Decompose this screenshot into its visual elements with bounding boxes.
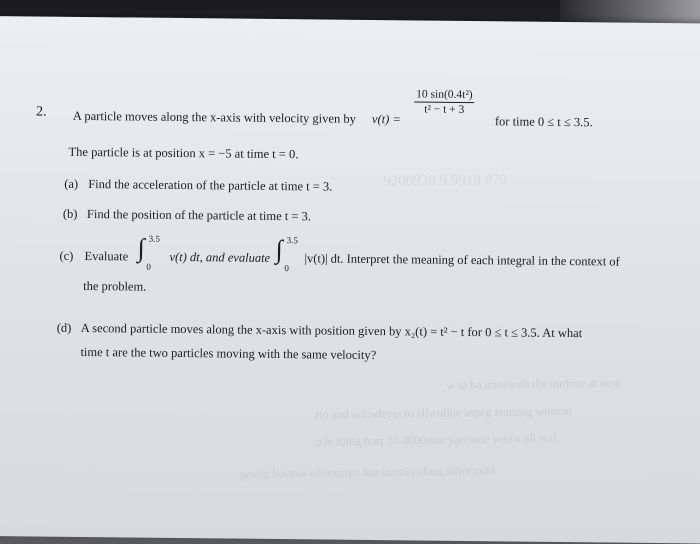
part-b-text: Find the position of the particle at time t = 3.	[86, 207, 312, 224]
show-through-text: w to ba transwith the nurfore at now	[446, 375, 621, 393]
problem-number: 2.	[35, 104, 47, 120]
worksheet-page	[0, 16, 700, 544]
part-c-continuation: the problem.	[83, 278, 147, 294]
problem-stem: A particle moves along the x-axis with velocity given by	[72, 108, 356, 126]
integral-lower-limit: 0	[284, 263, 289, 274]
part-c-label: (c)	[59, 248, 74, 263]
part-d-line-1: A second particle moves along the x-axis with position given by x₂(t) = t² − t for 0 ≤ t ≤ 3.5. At what	[80, 320, 583, 341]
velocity-fraction	[414, 88, 475, 116]
initial-condition: The particle is at position x = −5 at time t = 0.	[68, 144, 299, 162]
velocity-numerator: 10 sin(0.4t²)	[414, 88, 475, 103]
integral-sign: ∫	[137, 233, 145, 263]
part-c-evaluate: Evaluate	[84, 249, 129, 264]
integral-2-body: |v(t)| dt. Interpret the meaning of each integral in the context of	[304, 251, 620, 269]
integral-lower-limit: 0	[146, 261, 151, 272]
part-a-text: Find the acceleration of the particle at time t = 3.	[88, 177, 333, 194]
integral-sign: ∫	[275, 235, 283, 265]
show-through-text: tto and anliwlevis to ellwolloc aspeg zonizog wolicm	[315, 403, 572, 422]
velocity-denominator: t² − t + 3	[424, 103, 465, 116]
time-domain: for time 0 ≤ t ≤ 3.5.	[494, 114, 593, 130]
show-through-text: gewig hostow ofilmsrqot lue inamiq olosq sifter.quid	[240, 462, 495, 481]
part-b-label: (b)	[62, 206, 78, 221]
show-through-text: o le loing horr 10 0000stoc yarcoine vetaw ell wal	[315, 430, 557, 449]
velocity-lhs: v(t) =	[371, 112, 401, 127]
integral-1-body: v(t) dt, and evaluate	[169, 249, 271, 265]
show-through-text: 9200920 9 9918 870	[383, 171, 508, 190]
part-d-line-2: time t are the two particles moving with the same velocity?	[80, 344, 377, 363]
integral-upper-limit: 3.5	[148, 233, 160, 244]
part-d-label: (d)	[56, 320, 72, 335]
integral-upper-limit: 3.5	[286, 235, 298, 246]
part-a-label: (a)	[64, 176, 79, 191]
